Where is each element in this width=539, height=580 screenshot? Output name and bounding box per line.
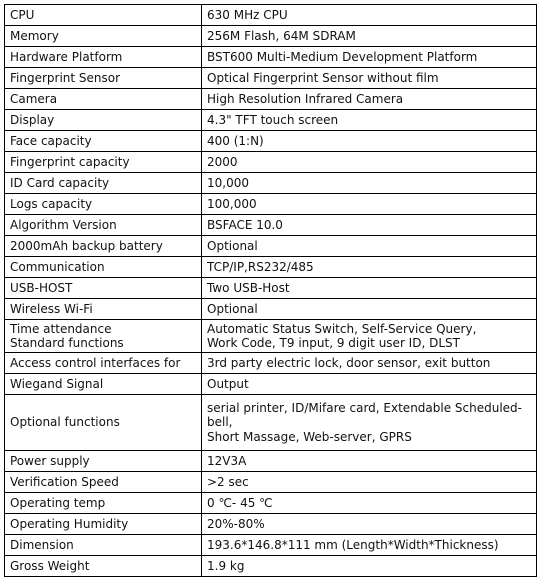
spec-row-optional-functions xyxy=(5,395,537,451)
spec-label: CPU xyxy=(5,5,202,26)
spec-label: Memory xyxy=(5,26,202,47)
spec-value-line: bell, xyxy=(207,415,233,430)
spec-row-backup-battery xyxy=(5,236,537,257)
spec-value: Output xyxy=(202,374,537,395)
spec-label: Gross Weight xyxy=(5,556,202,577)
spec-label-line: Standard functions xyxy=(10,336,124,350)
spec-row-hardware-platform xyxy=(5,47,537,68)
spec-label: Access control interfaces for xyxy=(5,353,202,374)
spec-value: 100,000 xyxy=(202,194,537,215)
spec-value: Optical Fingerprint Sensor without film xyxy=(202,68,537,89)
spec-row-operating-humidity xyxy=(5,514,537,535)
spec-row-camera xyxy=(5,89,537,110)
spec-value: TCP/IP,RS232/485 xyxy=(202,257,537,278)
spec-value: 193.6*146.8*111 mm (Length*Width*Thickness) xyxy=(202,535,537,556)
spec-label: Operating Humidity xyxy=(5,514,202,535)
spec-label: Fingerprint Sensor xyxy=(5,68,202,89)
spec-row-verification-speed xyxy=(5,472,537,493)
spec-value: 0 ℃- 45 ℃ xyxy=(202,493,537,514)
spec-row-fingerprint-sensor xyxy=(5,68,537,89)
spec-label: Fingerprint capacity xyxy=(5,152,202,173)
spec-value-line: Automatic Status Switch, Self-Service Query, xyxy=(207,321,477,336)
spec-label: Face capacity xyxy=(5,131,202,152)
spec-label: Wireless Wi-Fi xyxy=(5,299,202,320)
spec-label: 2000mAh backup battery xyxy=(5,236,202,257)
spec-value: 20%-80% xyxy=(202,514,537,535)
spec-row-usb-host xyxy=(5,278,537,299)
spec-row-id-card-capacity xyxy=(5,173,537,194)
spec-row-memory xyxy=(5,26,537,47)
spec-label xyxy=(5,320,202,353)
spec-label: Verification Speed xyxy=(5,472,202,493)
spec-value: Optional xyxy=(202,236,537,257)
spec-value-line: Work Code, T9 input, 9 digit user ID, DLST xyxy=(207,336,460,350)
spec-row-wireless-wifi xyxy=(5,299,537,320)
spec-row-wiegand-signal xyxy=(5,374,537,395)
spec-value: 400 (1:N) xyxy=(202,131,537,152)
spec-value: 10,000 xyxy=(202,173,537,194)
spec-value: High Resolution Infrared Camera xyxy=(202,89,537,110)
spec-label: Camera xyxy=(5,89,202,110)
spec-row-logs-capacity xyxy=(5,194,537,215)
spec-row-cpu xyxy=(5,5,537,26)
spec-label-line: Time attendance xyxy=(10,321,112,336)
spec-row-access-control xyxy=(5,353,537,374)
spec-label: Display xyxy=(5,110,202,131)
spec-row-communication xyxy=(5,257,537,278)
spec-value: 256M Flash, 64M SDRAM xyxy=(202,26,537,47)
spec-value: 12V3A xyxy=(202,451,537,472)
spec-value: 1.9 kg xyxy=(202,556,537,577)
spec-value xyxy=(202,395,537,451)
spec-label: Algorithm Version xyxy=(5,215,202,236)
spec-label: ID Card capacity xyxy=(5,173,202,194)
spec-row-dimension xyxy=(5,535,537,556)
spec-row-display xyxy=(5,110,537,131)
spec-label: Operating temp xyxy=(5,493,202,514)
spec-row-gross-weight xyxy=(5,556,537,577)
spec-value: Two USB-Host xyxy=(202,278,537,299)
spec-label: USB-HOST xyxy=(5,278,202,299)
spec-row-fingerprint-capacity xyxy=(5,152,537,173)
spec-value: BSFACE 10.0 xyxy=(202,215,537,236)
spec-label: Hardware Platform xyxy=(5,47,202,68)
spec-value: >2 sec xyxy=(202,472,537,493)
spec-value: 2000 xyxy=(202,152,537,173)
spec-row-operating-temp xyxy=(5,493,537,514)
spec-row-algorithm-version xyxy=(5,215,537,236)
spec-row-face-capacity xyxy=(5,131,537,152)
spec-value: 630 MHz CPU xyxy=(202,5,537,26)
spec-value: 4.3" TFT touch screen xyxy=(202,110,537,131)
spec-label: Wiegand Signal xyxy=(5,374,202,395)
spec-label: Power supply xyxy=(5,451,202,472)
spec-value xyxy=(202,320,537,353)
spec-row-power-supply xyxy=(5,451,537,472)
spec-value-line: Short Massage, Web-server, GPRS xyxy=(207,429,412,444)
spec-label: Dimension xyxy=(5,535,202,556)
spec-label: Communication xyxy=(5,257,202,278)
spec-value-line: serial printer, ID/Mifare card, Extendable Scheduled- xyxy=(207,400,523,415)
spec-value: BST600 Multi-Medium Development Platform xyxy=(202,47,537,68)
spec-value: Optional xyxy=(202,299,537,320)
spec-table xyxy=(4,4,537,577)
spec-label: Optional functions xyxy=(5,395,202,451)
spec-label: Logs capacity xyxy=(5,194,202,215)
spec-value: 3rd party electric lock, door sensor, exit button xyxy=(202,353,537,374)
spec-row-time-attendance xyxy=(5,320,537,353)
